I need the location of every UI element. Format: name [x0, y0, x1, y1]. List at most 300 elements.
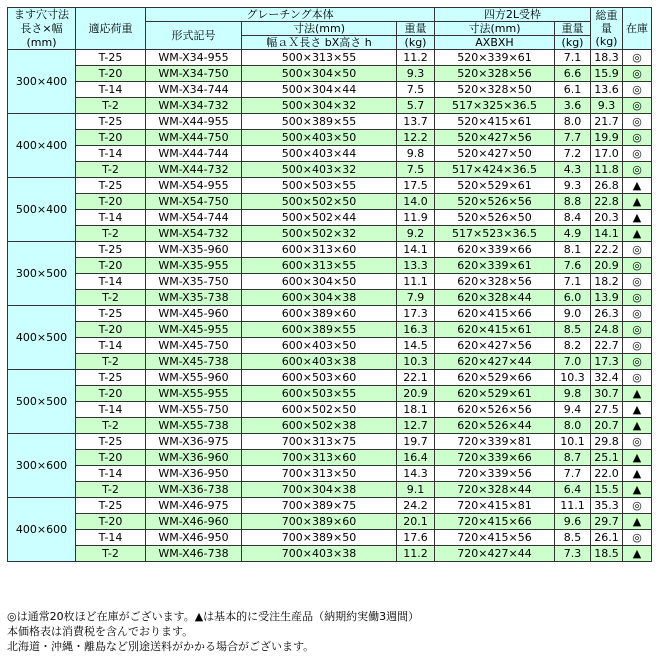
stock-cell: ◎ [623, 530, 652, 546]
total-cell: 26.8 [591, 178, 623, 194]
table-row [8, 210, 652, 226]
weight-cell: 11.2 [397, 50, 435, 66]
stock-cell: ◎ [623, 354, 652, 370]
load-cell: T-2 [76, 482, 146, 498]
stock-cell: ▲ [623, 210, 652, 226]
dim-cell: 500×304×44 [242, 82, 397, 98]
weight-cell: 7.9 [397, 290, 435, 306]
dim-cell: 500×403×50 [242, 130, 397, 146]
weight-cell: 17.5 [397, 178, 435, 194]
frame-dim-cell: 620×328×56 [435, 274, 555, 290]
frame-weight-cell: 7.0 [555, 354, 591, 370]
total-cell: 18.5 [591, 546, 623, 562]
table-row [8, 226, 652, 242]
frame-weight-cell: 9.8 [555, 386, 591, 402]
spec-table-body [8, 50, 652, 562]
table-row [8, 274, 652, 290]
model-cell: WM-X35-955 [146, 258, 242, 274]
note-shipping: 北海道・沖縄・離島など別途送料がかかる場合がございます。 [7, 640, 315, 653]
frame-dim-cell: 620×415×61 [435, 322, 555, 338]
stock-cell: ◎ [623, 338, 652, 354]
header-hole-size [8, 8, 76, 50]
header-frame: 四方2L受枠 [435, 8, 591, 22]
dim-cell: 600×502×50 [242, 402, 397, 418]
stock-cell: ▲ [623, 418, 652, 434]
weight-cell: 12.7 [397, 418, 435, 434]
stock-cell: ▲ [623, 450, 652, 466]
weight-cell: 24.2 [397, 498, 435, 514]
dim-cell: 600×403×50 [242, 338, 397, 354]
table-row [8, 450, 652, 466]
weight-cell: 19.7 [397, 434, 435, 450]
load-cell: T-20 [76, 450, 146, 466]
model-cell: WM-X36-950 [146, 466, 242, 482]
stock-cell: ◎ [623, 130, 652, 146]
table-row [8, 98, 652, 114]
model-cell: WM-X55-960 [146, 370, 242, 386]
frame-weight-cell: 7.6 [555, 258, 591, 274]
frame-weight-cell: 7.3 [555, 546, 591, 562]
frame-weight-cell: 4.9 [555, 226, 591, 242]
load-cell: T-25 [76, 306, 146, 322]
frame-weight-cell: 9.6 [555, 514, 591, 530]
frame-dim-cell: 620×427×56 [435, 338, 555, 354]
model-cell: WM-X44-732 [146, 162, 242, 178]
weight-cell: 16.4 [397, 450, 435, 466]
dim-cell: 700×403×38 [242, 546, 397, 562]
load-cell: T-20 [76, 194, 146, 210]
load-cell: T-2 [76, 354, 146, 370]
weight-cell: 5.7 [397, 98, 435, 114]
frame-weight-cell: 8.8 [555, 194, 591, 210]
frame-weight-cell: 7.2 [555, 146, 591, 162]
load-cell: T-14 [76, 210, 146, 226]
dim-cell: 500×403×44 [242, 146, 397, 162]
total-cell: 29.7 [591, 514, 623, 530]
header-grating-body: グレーチング本体 [146, 8, 435, 22]
model-cell: WM-X35-960 [146, 242, 242, 258]
load-cell: T-14 [76, 530, 146, 546]
model-cell: WM-X46-975 [146, 498, 242, 514]
frame-dim-cell: 620×526×44 [435, 418, 555, 434]
weight-cell: 17.3 [397, 306, 435, 322]
stock-cell: ◎ [623, 162, 652, 178]
dim-cell: 700×304×38 [242, 482, 397, 498]
frame-dim-cell: 720×339×81 [435, 434, 555, 450]
stock-cell: ◎ [623, 50, 652, 66]
weight-cell: 13.7 [397, 114, 435, 130]
load-cell: T-14 [76, 338, 146, 354]
load-cell: T-2 [76, 418, 146, 434]
load-cell: T-2 [76, 98, 146, 114]
header-total-line2: 量 [601, 22, 612, 35]
model-cell: WM-X54-955 [146, 178, 242, 194]
frame-dim-cell: 517×523×36.5 [435, 226, 555, 242]
table-row [8, 434, 652, 450]
total-cell: 30.7 [591, 386, 623, 402]
load-cell: T-14 [76, 82, 146, 98]
weight-cell: 7.5 [397, 82, 435, 98]
total-cell: 24.8 [591, 322, 623, 338]
model-cell: WM-X54-744 [146, 210, 242, 226]
frame-weight-cell: 6.4 [555, 482, 591, 498]
dim-cell: 500×403×32 [242, 162, 397, 178]
total-cell: 22.0 [591, 466, 623, 482]
dim-cell: 500×503×55 [242, 178, 397, 194]
frame-weight-cell: 8.5 [555, 322, 591, 338]
weight-cell: 9.1 [397, 482, 435, 498]
table-row [8, 114, 652, 130]
table-row [8, 50, 652, 66]
model-cell: WM-X36-738 [146, 482, 242, 498]
hole-size-cell: 500×500 [8, 370, 76, 434]
frame-dim-cell: 720×328×44 [435, 482, 555, 498]
weight-cell: 22.1 [397, 370, 435, 386]
frame-weight-cell: 10.3 [555, 370, 591, 386]
total-cell: 11.8 [591, 162, 623, 178]
weight-cell: 10.3 [397, 354, 435, 370]
header-load: 適応荷重 [76, 8, 146, 50]
table-row [8, 498, 652, 514]
table-row [8, 546, 652, 562]
model-cell: WM-X45-738 [146, 354, 242, 370]
frame-weight-cell: 9.0 [555, 306, 591, 322]
header-hole-size-line1: ます穴寸法 [14, 8, 69, 21]
stock-cell: ▲ [623, 226, 652, 242]
frame-weight-cell: 7.7 [555, 466, 591, 482]
frame-dim-cell: 620×339×61 [435, 258, 555, 274]
total-cell: 20.3 [591, 210, 623, 226]
notes [7, 609, 419, 654]
total-cell: 27.5 [591, 402, 623, 418]
frame-dim-cell: 620×526×56 [435, 402, 555, 418]
frame-dim-cell: 520×415×61 [435, 114, 555, 130]
model-cell: WM-X54-750 [146, 194, 242, 210]
hole-size-cell: 300×600 [8, 434, 76, 498]
stock-cell: ▲ [623, 194, 652, 210]
load-cell: T-25 [76, 434, 146, 450]
table-row [8, 418, 652, 434]
dim-cell: 500×502×50 [242, 194, 397, 210]
frame-dim-cell: 720×339×56 [435, 466, 555, 482]
dim-cell: 500×502×44 [242, 210, 397, 226]
dim-cell: 700×313×75 [242, 434, 397, 450]
total-cell: 21.7 [591, 114, 623, 130]
dim-cell: 700×389×50 [242, 530, 397, 546]
model-cell: WM-X34-955 [146, 50, 242, 66]
model-cell: WM-X34-732 [146, 98, 242, 114]
frame-dim-cell: 720×415×81 [435, 498, 555, 514]
stock-cell: ▲ [623, 386, 652, 402]
model-cell: WM-X44-955 [146, 114, 242, 130]
dim-cell: 600×304×50 [242, 274, 397, 290]
frame-weight-cell: 6.6 [555, 66, 591, 82]
header-total-line1: 総重 [595, 9, 618, 22]
frame-dim-cell: 517×424×36.5 [435, 162, 555, 178]
weight-cell: 14.1 [397, 242, 435, 258]
dim-cell: 600×502×38 [242, 418, 397, 434]
table-row [8, 322, 652, 338]
table-row [8, 306, 652, 322]
total-cell: 20.9 [591, 258, 623, 274]
frame-dim-cell: 520×339×61 [435, 50, 555, 66]
weight-cell: 20.1 [397, 514, 435, 530]
frame-weight-cell: 8.1 [555, 242, 591, 258]
total-cell: 17.0 [591, 146, 623, 162]
frame-dim-cell: 517×325×36.5 [435, 98, 555, 114]
header-frame-weight-unit: (kg) [555, 36, 591, 50]
table-row [8, 242, 652, 258]
total-cell: 9.3 [591, 98, 623, 114]
model-cell: WM-X36-975 [146, 434, 242, 450]
frame-dim-cell: 720×427×44 [435, 546, 555, 562]
hole-size-cell: 400×600 [8, 498, 76, 562]
spec-table [7, 7, 652, 562]
table-row [8, 370, 652, 386]
load-cell: T-2 [76, 226, 146, 242]
frame-dim-cell: 520×328×56 [435, 66, 555, 82]
table-row [8, 402, 652, 418]
header-frame-dim-sub: AXBXH [435, 36, 555, 50]
table-row [8, 514, 652, 530]
dim-cell: 600×389×60 [242, 306, 397, 322]
weight-cell: 20.9 [397, 386, 435, 402]
dim-cell: 700×313×60 [242, 450, 397, 466]
stock-cell: ◎ [623, 146, 652, 162]
load-cell: T-20 [76, 258, 146, 274]
weight-cell: 9.3 [397, 66, 435, 82]
load-cell: T-25 [76, 370, 146, 386]
table-row [8, 130, 652, 146]
hole-size-cell: 400×500 [8, 306, 76, 370]
load-cell: T-25 [76, 178, 146, 194]
dim-cell: 600×403×38 [242, 354, 397, 370]
total-cell: 17.3 [591, 354, 623, 370]
model-cell: WM-X46-960 [146, 514, 242, 530]
table-row [8, 482, 652, 498]
table-row [8, 162, 652, 178]
frame-weight-cell: 7.7 [555, 130, 591, 146]
table-row [8, 290, 652, 306]
header-model: 形式記号 [146, 22, 242, 50]
stock-cell: ◎ [623, 258, 652, 274]
stock-cell: ▲ [623, 482, 652, 498]
weight-cell: 9.8 [397, 146, 435, 162]
dim-cell: 600×503×60 [242, 370, 397, 386]
header-weight-unit: (kg) [397, 36, 435, 50]
frame-weight-cell: 6.0 [555, 290, 591, 306]
total-cell: 14.1 [591, 226, 623, 242]
weight-cell: 12.2 [397, 130, 435, 146]
load-cell: T-14 [76, 466, 146, 482]
frame-dim-cell: 620×427×44 [435, 354, 555, 370]
total-cell: 18.2 [591, 274, 623, 290]
frame-weight-cell: 8.7 [555, 450, 591, 466]
stock-cell: ◎ [623, 114, 652, 130]
frame-dim-cell: 520×529×61 [435, 178, 555, 194]
stock-cell: ◎ [623, 290, 652, 306]
total-cell: 13.9 [591, 290, 623, 306]
dim-cell: 600×313×55 [242, 258, 397, 274]
dim-cell: 600×389×55 [242, 322, 397, 338]
dim-cell: 500×304×50 [242, 66, 397, 82]
model-cell: WM-X45-750 [146, 338, 242, 354]
dim-cell: 600×313×60 [242, 242, 397, 258]
header-dim: 寸法(mm) [242, 22, 397, 36]
dim-cell: 500×389×55 [242, 114, 397, 130]
frame-dim-cell: 620×529×66 [435, 370, 555, 386]
weight-cell: 9.2 [397, 226, 435, 242]
stock-cell: ◎ [623, 498, 652, 514]
frame-dim-cell: 520×526×56 [435, 194, 555, 210]
dim-cell: 500×313×55 [242, 50, 397, 66]
dim-cell: 600×503×55 [242, 386, 397, 402]
frame-dim-cell: 620×415×66 [435, 306, 555, 322]
total-cell: 35.3 [591, 498, 623, 514]
header-total [591, 8, 623, 50]
frame-weight-cell: 7.1 [555, 50, 591, 66]
frame-dim-cell: 720×415×56 [435, 530, 555, 546]
weight-cell: 7.5 [397, 162, 435, 178]
table-row [8, 146, 652, 162]
table-row [8, 530, 652, 546]
hole-size-cell: 500×400 [8, 178, 76, 242]
load-cell: T-25 [76, 50, 146, 66]
note-stock-legend: ◎は通常20枚ほど在庫がございます。▲は基本的に受注生産品（納期約実働3週間） [7, 610, 420, 623]
stock-cell: ◎ [623, 98, 652, 114]
total-cell: 18.3 [591, 50, 623, 66]
load-cell: T-2 [76, 546, 146, 562]
weight-cell: 14.0 [397, 194, 435, 210]
weight-cell: 11.9 [397, 210, 435, 226]
load-cell: T-20 [76, 66, 146, 82]
stock-cell: ◎ [623, 66, 652, 82]
load-cell: T-20 [76, 322, 146, 338]
model-cell: WM-X46-738 [146, 546, 242, 562]
weight-cell: 14.3 [397, 466, 435, 482]
header-total-line3: (kg) [595, 35, 618, 48]
frame-weight-cell: 9.3 [555, 178, 591, 194]
total-cell: 22.2 [591, 242, 623, 258]
frame-dim-cell: 620×339×66 [435, 242, 555, 258]
model-cell: WM-X45-960 [146, 306, 242, 322]
total-cell: 26.3 [591, 306, 623, 322]
frame-weight-cell: 8.4 [555, 210, 591, 226]
total-cell: 22.7 [591, 338, 623, 354]
frame-weight-cell: 11.1 [555, 498, 591, 514]
total-cell: 25.1 [591, 450, 623, 466]
header-frame-weight: 重量 [555, 22, 591, 36]
load-cell: T-25 [76, 114, 146, 130]
load-cell: T-25 [76, 498, 146, 514]
frame-weight-cell: 10.1 [555, 434, 591, 450]
total-cell: 15.9 [591, 66, 623, 82]
weight-cell: 11.1 [397, 274, 435, 290]
table-row [8, 194, 652, 210]
frame-dim-cell: 520×526×50 [435, 210, 555, 226]
model-cell: WM-X35-738 [146, 290, 242, 306]
frame-dim-cell: 520×427×56 [435, 130, 555, 146]
dim-cell: 700×389×75 [242, 498, 397, 514]
hole-size-cell: 400×400 [8, 114, 76, 178]
load-cell: T-20 [76, 514, 146, 530]
stock-cell: ◎ [623, 274, 652, 290]
table-row [8, 386, 652, 402]
load-cell: T-14 [76, 402, 146, 418]
stock-cell: ▲ [623, 402, 652, 418]
table-row [8, 354, 652, 370]
load-cell: T-20 [76, 386, 146, 402]
frame-weight-cell: 8.0 [555, 418, 591, 434]
weight-cell: 18.1 [397, 402, 435, 418]
model-cell: WM-X55-955 [146, 386, 242, 402]
frame-dim-cell: 620×529×61 [435, 386, 555, 402]
load-cell: T-2 [76, 290, 146, 306]
model-cell: WM-X44-750 [146, 130, 242, 146]
model-cell: WM-X34-750 [146, 66, 242, 82]
total-cell: 22.8 [591, 194, 623, 210]
weight-cell: 14.5 [397, 338, 435, 354]
weight-cell: 16.3 [397, 322, 435, 338]
dim-cell: 500×304×32 [242, 98, 397, 114]
load-cell: T-14 [76, 274, 146, 290]
frame-weight-cell: 7.1 [555, 274, 591, 290]
header-weight: 重量 [397, 22, 435, 36]
hole-size-cell: 300×400 [8, 50, 76, 114]
frame-weight-cell: 4.3 [555, 162, 591, 178]
hole-size-cell: 300×500 [8, 242, 76, 306]
total-cell: 26.1 [591, 530, 623, 546]
total-cell: 13.6 [591, 82, 623, 98]
table-row [8, 82, 652, 98]
stock-cell: ◎ [623, 242, 652, 258]
frame-weight-cell: 8.2 [555, 338, 591, 354]
table-row [8, 466, 652, 482]
total-cell: 29.8 [591, 434, 623, 450]
model-cell: WM-X55-750 [146, 402, 242, 418]
frame-dim-cell: 520×427×50 [435, 146, 555, 162]
header-hole-size-line2: 長さ×幅 [20, 22, 63, 35]
frame-dim-cell: 720×415×66 [435, 514, 555, 530]
dim-cell: 500×502×32 [242, 226, 397, 242]
frame-weight-cell: 8.0 [555, 114, 591, 130]
model-cell: WM-X34-744 [146, 82, 242, 98]
model-cell: WM-X46-950 [146, 530, 242, 546]
dim-cell: 700×313×50 [242, 466, 397, 482]
header-hole-size-line3: (mm) [26, 36, 57, 49]
stock-cell: ◎ [623, 370, 652, 386]
frame-dim-cell: 720×339×66 [435, 450, 555, 466]
frame-dim-cell: 620×328×44 [435, 290, 555, 306]
model-cell: WM-X55-738 [146, 418, 242, 434]
model-cell: WM-X35-750 [146, 274, 242, 290]
header-stock: 在庫 [623, 8, 652, 50]
load-cell: T-14 [76, 146, 146, 162]
table-row [8, 338, 652, 354]
table-row [8, 178, 652, 194]
dim-cell: 600×304×38 [242, 290, 397, 306]
table-row [8, 258, 652, 274]
total-cell: 20.7 [591, 418, 623, 434]
header-dim-sub: 幅ａＸ長さ bX高さ h [242, 36, 397, 50]
model-cell: WM-X45-955 [146, 322, 242, 338]
total-cell: 32.4 [591, 370, 623, 386]
load-cell: T-25 [76, 242, 146, 258]
header-frame-dim: 寸法(mm) [435, 22, 555, 36]
stock-cell: ◎ [623, 322, 652, 338]
weight-cell: 11.2 [397, 546, 435, 562]
frame-weight-cell: 9.4 [555, 402, 591, 418]
